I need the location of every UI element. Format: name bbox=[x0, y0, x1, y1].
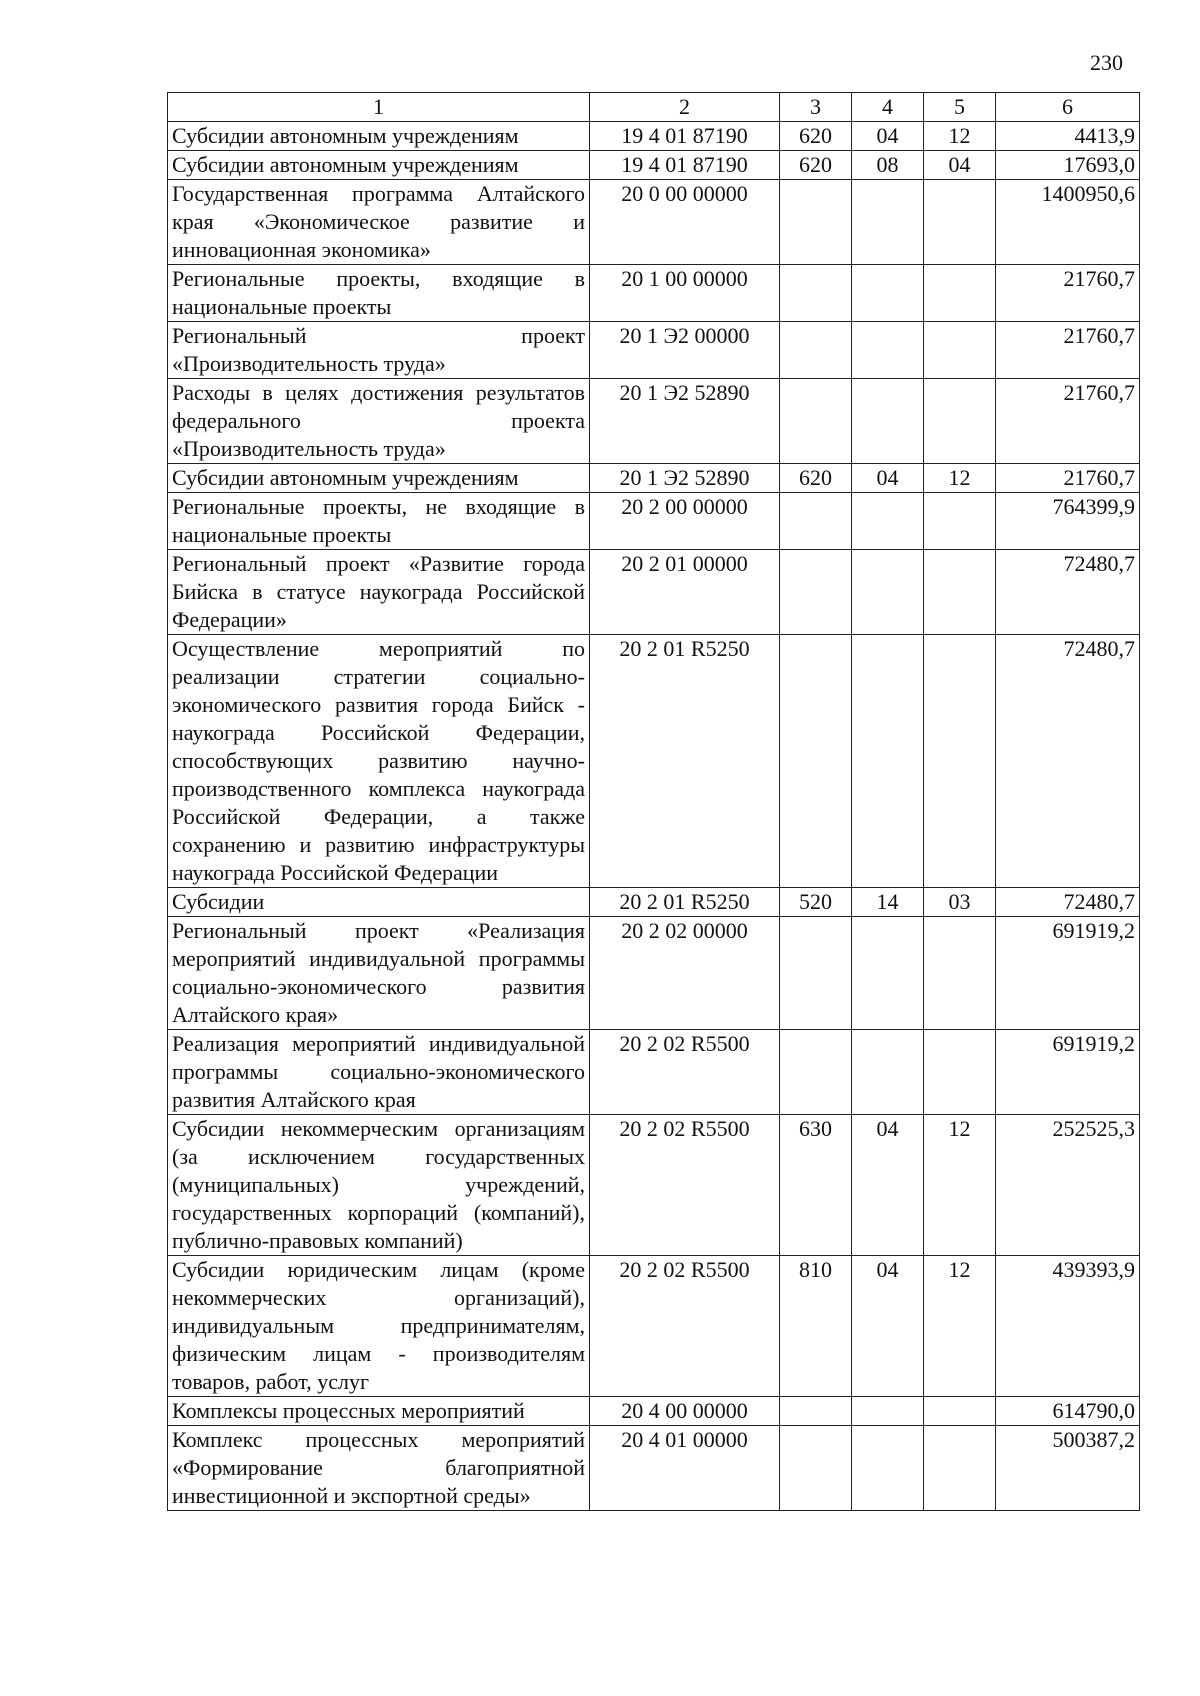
row-col4: 04 bbox=[852, 1115, 924, 1256]
row-code: 19 4 01 87190 bbox=[590, 122, 780, 151]
column-header: 1 bbox=[168, 93, 590, 122]
table-row bbox=[168, 1397, 1140, 1426]
row-code: 20 1 00 00000 bbox=[590, 265, 780, 322]
row-description: Расходы в целях достижения результатов федерального проекта «Производительность труда» bbox=[168, 379, 590, 464]
row-code: 20 2 01 00000 bbox=[590, 550, 780, 635]
row-col3 bbox=[780, 322, 852, 379]
row-col5 bbox=[924, 379, 996, 464]
row-col4 bbox=[852, 379, 924, 464]
row-amount: 764399,9 bbox=[996, 493, 1140, 550]
row-code: 20 2 00 00000 bbox=[590, 493, 780, 550]
table-row bbox=[168, 888, 1140, 917]
row-col3: 520 bbox=[780, 888, 852, 917]
table-row bbox=[168, 635, 1140, 888]
row-code: 20 1 Э2 00000 bbox=[590, 322, 780, 379]
row-code: 20 4 00 00000 bbox=[590, 1397, 780, 1426]
row-description: Государственная программа Алтайского края «Экономическое развитие и инновационная экономика» bbox=[168, 180, 590, 265]
row-col4 bbox=[852, 550, 924, 635]
row-description: Региональные проекты, не входящие в национальные проекты bbox=[168, 493, 590, 550]
row-col5 bbox=[924, 635, 996, 888]
table-row bbox=[168, 917, 1140, 1030]
table-row bbox=[168, 180, 1140, 265]
row-description: Комплексы процессных мероприятий bbox=[168, 1397, 590, 1426]
row-col4 bbox=[852, 1426, 924, 1511]
row-amount: 17693,0 bbox=[996, 151, 1140, 180]
row-col4: 14 bbox=[852, 888, 924, 917]
row-col5: 12 bbox=[924, 1115, 996, 1256]
row-code: 20 2 02 R5500 bbox=[590, 1256, 780, 1397]
row-col3 bbox=[780, 1030, 852, 1115]
row-amount: 72480,7 bbox=[996, 550, 1140, 635]
row-description: Субсидии автономным учреждениям bbox=[168, 464, 590, 493]
row-description: Реализация мероприятий индивидуальной программы социально-экономического развития Алтайского края bbox=[168, 1030, 590, 1115]
row-col4 bbox=[852, 635, 924, 888]
row-col5: 04 bbox=[924, 151, 996, 180]
row-col3: 620 bbox=[780, 464, 852, 493]
row-col4 bbox=[852, 1397, 924, 1426]
table-row bbox=[168, 265, 1140, 322]
table-row bbox=[168, 493, 1140, 550]
row-col3: 810 bbox=[780, 1256, 852, 1397]
row-col5 bbox=[924, 1030, 996, 1115]
row-col4 bbox=[852, 917, 924, 1030]
row-amount: 691919,2 bbox=[996, 917, 1140, 1030]
row-col3: 620 bbox=[780, 151, 852, 180]
table-row bbox=[168, 122, 1140, 151]
table-row bbox=[168, 464, 1140, 493]
table-row bbox=[168, 322, 1140, 379]
row-col4: 08 bbox=[852, 151, 924, 180]
row-col3 bbox=[780, 379, 852, 464]
row-amount: 21760,7 bbox=[996, 379, 1140, 464]
row-col3: 630 bbox=[780, 1115, 852, 1256]
row-col3 bbox=[780, 265, 852, 322]
column-header: 2 bbox=[590, 93, 780, 122]
row-code: 20 1 Э2 52890 bbox=[590, 464, 780, 493]
row-col5 bbox=[924, 1426, 996, 1511]
row-description: Региональный проект «Производительность труда» bbox=[168, 322, 590, 379]
row-col5: 12 bbox=[924, 464, 996, 493]
row-description: Региональные проекты, входящие в национальные проекты bbox=[168, 265, 590, 322]
row-description: Субсидии автономным учреждениям bbox=[168, 151, 590, 180]
row-description: Субсидии автономным учреждениям bbox=[168, 122, 590, 151]
row-col4: 04 bbox=[852, 464, 924, 493]
row-col4 bbox=[852, 180, 924, 265]
row-code: 20 2 02 00000 bbox=[590, 917, 780, 1030]
row-col3 bbox=[780, 180, 852, 265]
row-col5 bbox=[924, 322, 996, 379]
row-amount: 439393,9 bbox=[996, 1256, 1140, 1397]
table-row bbox=[168, 1256, 1140, 1397]
row-code: 20 2 01 R5250 bbox=[590, 888, 780, 917]
row-description: Региональный проект «Развитие города Бийска в статусе наукограда Российской Федерации» bbox=[168, 550, 590, 635]
row-col3 bbox=[780, 635, 852, 888]
column-header: 3 bbox=[780, 93, 852, 122]
row-col4 bbox=[852, 265, 924, 322]
row-amount: 72480,7 bbox=[996, 635, 1140, 888]
row-col3 bbox=[780, 1397, 852, 1426]
row-col5 bbox=[924, 180, 996, 265]
table-row bbox=[168, 1115, 1140, 1256]
row-description: Субсидии некоммерческим организациям (за исключением государственных (муниципальных) учреждений, государственных корпораций (компаний), публично-правовых компаний) bbox=[168, 1115, 590, 1256]
row-col5: 12 bbox=[924, 1256, 996, 1397]
row-col5: 12 bbox=[924, 122, 996, 151]
row-amount: 72480,7 bbox=[996, 888, 1140, 917]
table-row bbox=[168, 1426, 1140, 1511]
row-description: Субсидии юридическим лицам (кроме некоммерческих организаций), индивидуальным предпринимателям, физическим лицам - производителям товаров, работ, услуг bbox=[168, 1256, 590, 1397]
row-col4 bbox=[852, 493, 924, 550]
row-col4 bbox=[852, 1030, 924, 1115]
row-amount: 252525,3 bbox=[996, 1115, 1140, 1256]
row-code: 20 1 Э2 52890 bbox=[590, 379, 780, 464]
row-col3 bbox=[780, 917, 852, 1030]
row-amount: 4413,9 bbox=[996, 122, 1140, 151]
row-code: 20 4 01 00000 bbox=[590, 1426, 780, 1511]
row-col4: 04 bbox=[852, 1256, 924, 1397]
row-amount: 21760,7 bbox=[996, 265, 1140, 322]
row-description: Осуществление мероприятий по реализации стратегии социально-экономического развития города Бийск - наукограда Российской Федерации, способствующих развитию научно-производственного комплекса наукограда Российской Федерации, а также сохранению и развитию инфраструктуры наукограда Российской Федерации bbox=[168, 635, 590, 888]
row-col3 bbox=[780, 1426, 852, 1511]
column-header: 5 bbox=[924, 93, 996, 122]
row-description: Региональный проект «Реализация мероприятий индивидуальной программы социально-экономического развития Алтайского края» bbox=[168, 917, 590, 1030]
row-col5: 03 bbox=[924, 888, 996, 917]
row-col3: 620 bbox=[780, 122, 852, 151]
row-col5 bbox=[924, 550, 996, 635]
row-col5 bbox=[924, 917, 996, 1030]
column-header: 6 bbox=[996, 93, 1140, 122]
row-amount: 691919,2 bbox=[996, 1030, 1140, 1115]
column-header: 4 bbox=[852, 93, 924, 122]
budget-table bbox=[167, 92, 1140, 1511]
table-header-row bbox=[168, 93, 1140, 122]
row-col3 bbox=[780, 550, 852, 635]
row-code: 20 0 00 00000 bbox=[590, 180, 780, 265]
row-description: Субсидии bbox=[168, 888, 590, 917]
row-col4: 04 bbox=[852, 122, 924, 151]
table-row bbox=[168, 379, 1140, 464]
row-amount: 21760,7 bbox=[996, 322, 1140, 379]
row-col5 bbox=[924, 265, 996, 322]
row-code: 20 2 02 R5500 bbox=[590, 1030, 780, 1115]
row-code: 20 2 01 R5250 bbox=[590, 635, 780, 888]
row-code: 19 4 01 87190 bbox=[590, 151, 780, 180]
row-amount: 614790,0 bbox=[996, 1397, 1140, 1426]
row-amount: 500387,2 bbox=[996, 1426, 1140, 1511]
table-row bbox=[168, 1030, 1140, 1115]
row-code: 20 2 02 R5500 bbox=[590, 1115, 780, 1256]
row-col5 bbox=[924, 1397, 996, 1426]
row-amount: 1400950,6 bbox=[996, 180, 1140, 265]
row-description: Комплекс процессных мероприятий «Формирование благоприятной инвестиционной и экспортной среды» bbox=[168, 1426, 590, 1511]
table-row bbox=[168, 550, 1140, 635]
row-amount: 21760,7 bbox=[996, 464, 1140, 493]
table-row bbox=[168, 151, 1140, 180]
row-col3 bbox=[780, 493, 852, 550]
row-col5 bbox=[924, 493, 996, 550]
row-col4 bbox=[852, 322, 924, 379]
page-number: 230 bbox=[1090, 50, 1123, 75]
